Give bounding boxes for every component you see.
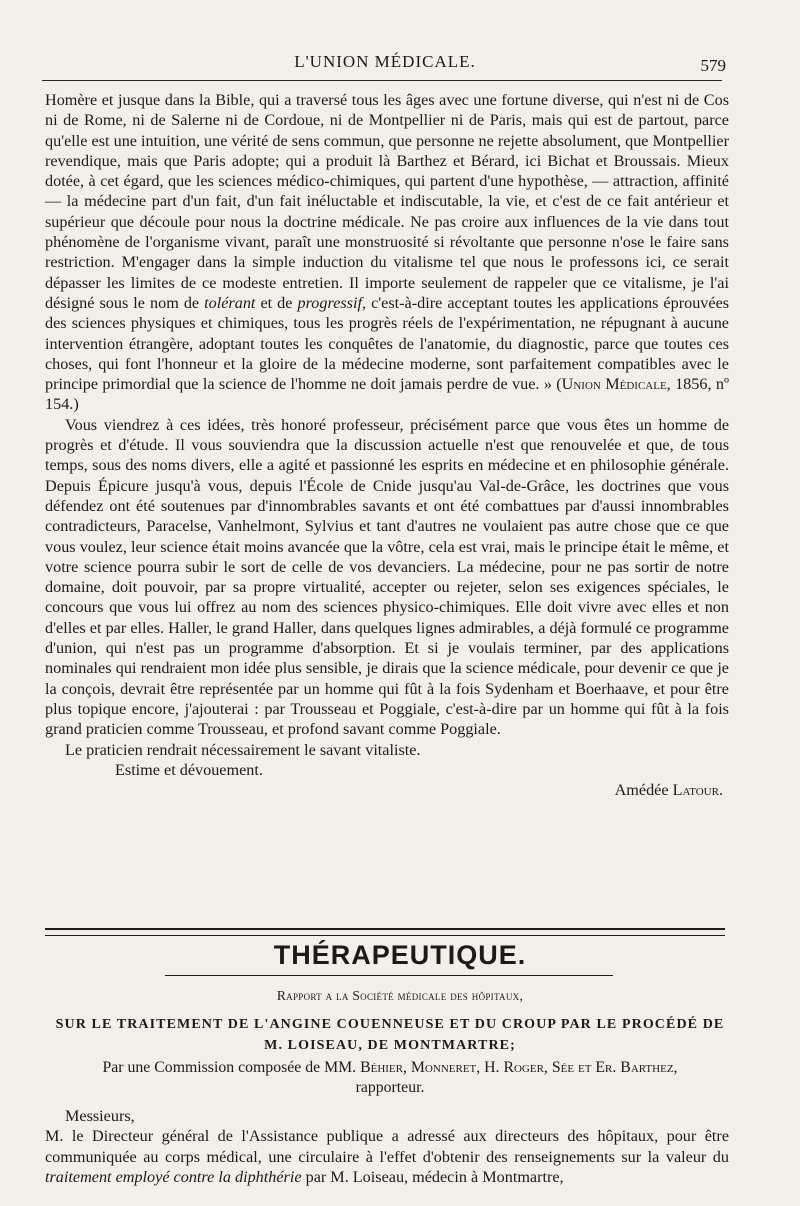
report-subject-line-2: M. LOISEAU, DE MONTMARTRE; [264, 1038, 516, 1053]
article-body [45, 90, 729, 800]
commission-line [45, 1058, 735, 1098]
commission-prefix: Par une Commission composée de MM. [102, 1059, 357, 1076]
page-number: 579 [700, 56, 726, 75]
header-rule [42, 80, 722, 81]
signature [45, 780, 729, 800]
signature-first-name: Amédée [614, 781, 669, 800]
running-title: L'UNION MÉDICALE. [294, 52, 476, 71]
page-header [40, 50, 730, 80]
citation-reference: , 1856, nº 154.) [45, 375, 729, 414]
report-opening-end: par M. Loiseau, médecin à Montmartre, [305, 1167, 564, 1186]
report-subject-line-1: SUR LE TRAITEMENT DE L'ANGINE COUENNEUSE ET DU CROUP PAR LE PROCÉDÉ DE [55, 1017, 725, 1032]
paragraph-homere [45, 90, 729, 415]
report-subject [45, 1014, 735, 1056]
report-opening-paragraph [45, 1126, 729, 1187]
signature-last-name: Latour. [672, 781, 723, 800]
paragraph-vous-viendrez: Vous viendrez à ces idées, très honoré professeur, précisément parce que vous êtes un homme de progrès et d'étude. Il vous souviendra que la discussion actuelle n'est que renouvelée et que, de tous temps, sous des noms divers, elle a agité et passionné les esprits en médecine et en philosophie générale. Depuis Épicure jusqu'à vous, depuis l'École de Cnide jusqu'au Val-de-Grâce, les doctrines que vous défendez ont été soutenues par d'innombrables savants et ont été combattues par d'aussi innombrables contradicteurs, Paracelse, Vanhelmont, Sylvius et tant d'autres ne voulaient pas autre chose que ce que vous voulez, leur science était moins avancée que la vôtre, cela est vrai, mais le principe était le même, et votre science pourra subir le sort de celle de vos devanciers. La médecine, pour ne pas sortir de notre domaine, doit pouvoir, par sa propre virtualité, accepter ou rejeter, selon ses exigences spéciales, le concours que vous lui offrez au nom des sciences physico-chimiques. Elle doit vivre avec elles et non d'elles et par elles. Haller, le grand Haller, dans quelques lignes admirables, a déjà formulé ce programme d'union, qui n'est pas un programme d'absorption. Et si je voulais terminer, par des applications nominales qui rendraient mon idée plus sensible, je dirais que la science médicale, pour devenir ce que je la conçois, devrait être représentée par un homme qui fût à la fois Sydenham et Boerhaave, et pour être plus topique encore, j'ajouterai : par Trousseau et Poggiale, c'est-à-dire par un homme qui fût à la fois grand praticien comme Trousseau, et profond savant comme Poggiale. [45, 415, 729, 739]
conjunction-et-de: et de [260, 293, 293, 312]
section-divider [45, 928, 725, 936]
commission-role: rapporteur. [355, 1079, 425, 1096]
term-progressif: progressif, [297, 293, 367, 312]
salutation-messieurs: Messieurs, [65, 1107, 135, 1125]
report-opening-text: M. le Directeur général de l'Assistance publique a adressé aux directeurs des hôpitaux, pour être communiquée au corps médical, une circulaire à l'effet d'obtenir des renseignements sur la valeur du [45, 1127, 729, 1166]
citation-source: Union Médicale [561, 375, 667, 394]
term-tolerant: tolérant [204, 293, 256, 312]
report-opening [45, 1106, 729, 1187]
paragraph-homere-continued: c'est-à-dire acceptant toutes les applications éprouvées des sciences physiques et chimiques, tous les progrès réels de l'expérimentation, ne répugnant à aucune intervention étrangère, adoptant toutes les conquêtes de l'anatomie, du diagnostic, parce que toutes ces choses, qui font l'honneur et la gloire de la médecine moderne, sont parfaitement compatibles avec le principe primordial que la science de l'homme ne doit jamais perdre de vue. » ( [45, 293, 730, 394]
paragraph-praticien: Le praticien rendrait nécessairement le savant vitaliste. [65, 740, 421, 759]
report-opening-italic: traitement employé contre la diphthérie [45, 1167, 302, 1186]
commission-names: Béhier, Monneret, H. Roger, Sée et Er. Barthez, [360, 1059, 678, 1076]
section-title-rule [165, 975, 613, 976]
report-heading: Rapport a la Société médicale des hôpitaux, [276, 988, 524, 1003]
paragraph-homere-text: Homère et jusque dans la Bible, qui a traversé tous les âges avec une fortune diverse, qui n'est ni de Cos ni de Rome, ni de Salerne ni de Cordoue, ni de Montpellier ni de Paris, mais qui est de partout, parce qu'elle est une intuition, une vérité de sens commun, que personne ne rejette absolument, que Montpellier revendique, mais que Paris adopte; qui a produit là Barthez et Bérard, ici Bichat et Broussais. Mieux dotée, à cet égard, que les sciences médico-chimiques, qui partent d'une hypothèse, — attraction, affinité — la médecine part d'un fait, d'un fait inéluctable et indiscutable, la vie, et c'est de ce fait antérieur et supérieur que découle pour nous la doctrine médicale. Ne pas croire aux influences de la vie dans tout phénomène de l'organisme vivant, paraît une monstruosité si révoltante que personne n'ose le faire sans restriction. M'engager dans la simple induction du vitalisme tel que nous le professons ici, ce serait dépasser les limites de ce modeste entretien. Il importe seulement de rappeler que ce vitalisme, je l'ai désigné sous le nom de [45, 91, 729, 312]
section-title: THÉRAPEUTIQUE. [273, 940, 527, 970]
closing-salutation: Estime et dévouement. [115, 760, 263, 779]
